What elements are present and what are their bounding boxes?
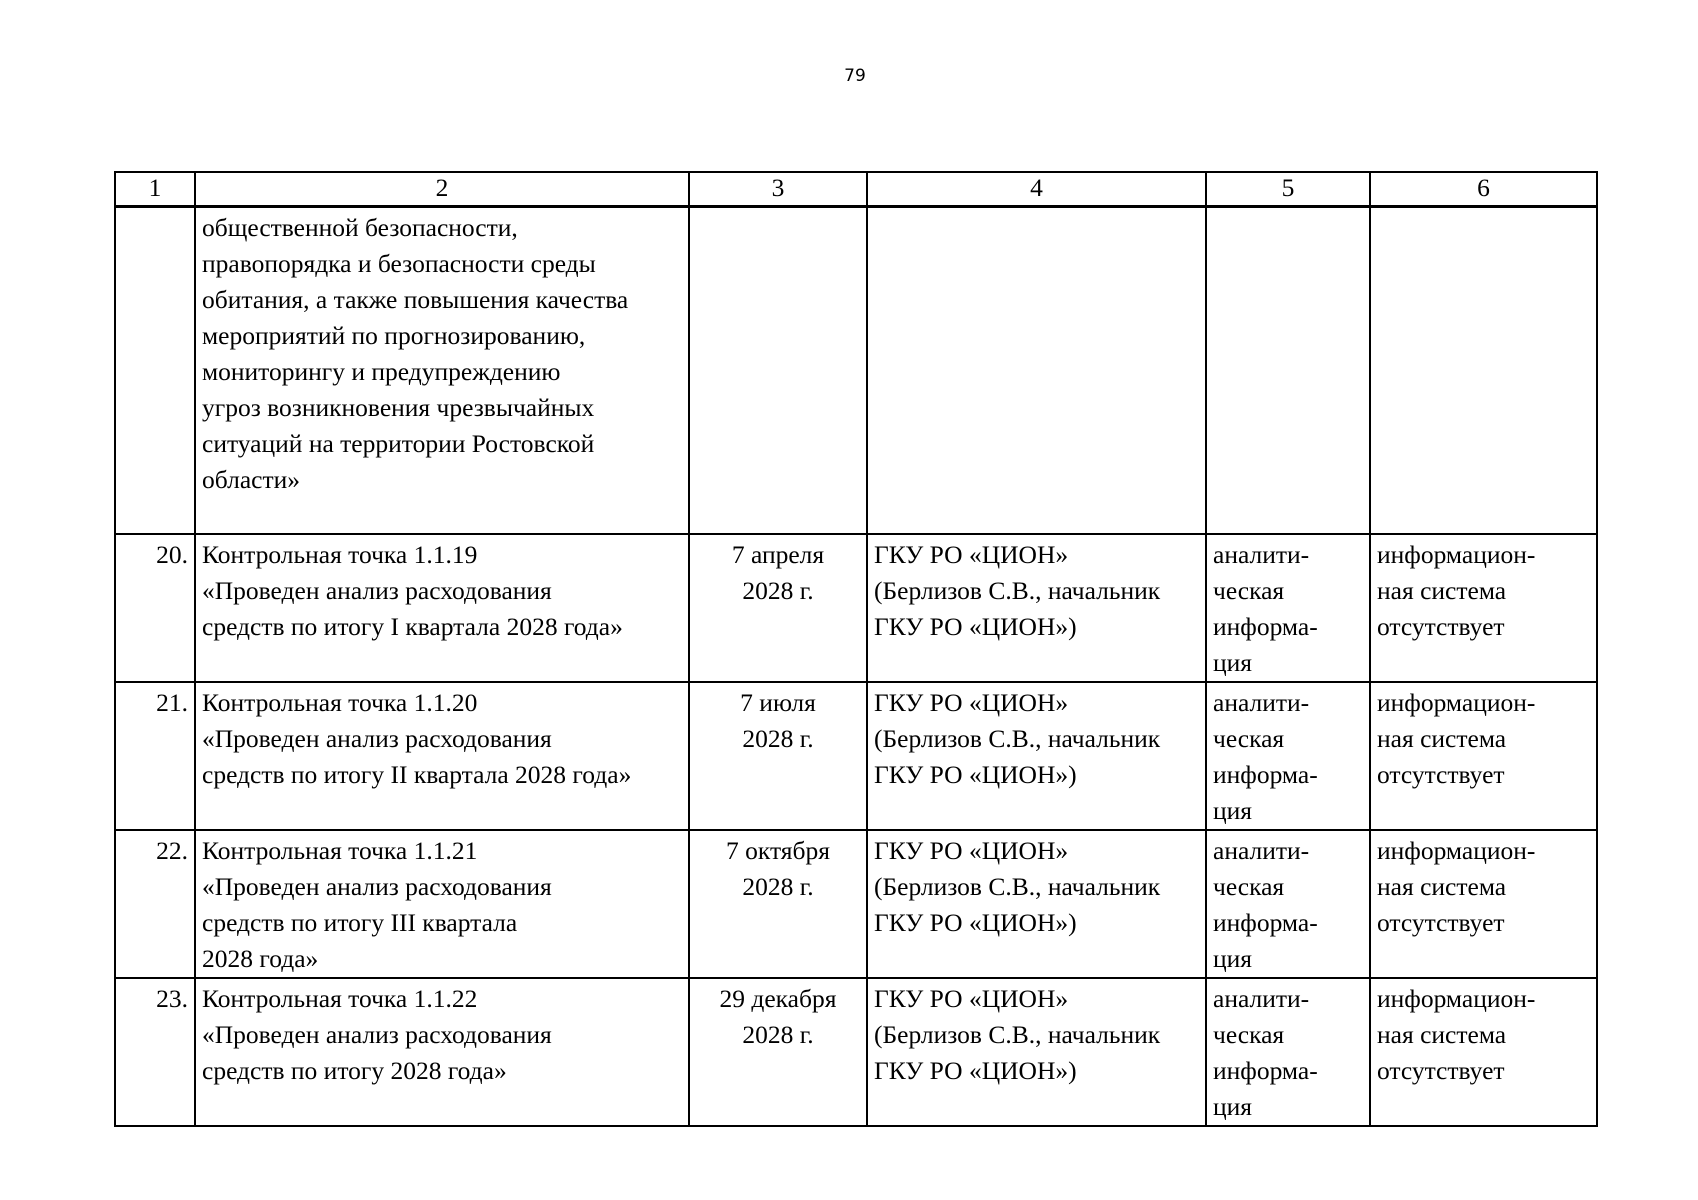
responsible-cell	[867, 207, 1206, 535]
responsible-cell: ГКУ РО «ЦИОН» (Берлизов С.В., начальник ГКУ РО «ЦИОН»)	[867, 978, 1206, 1126]
info-system-cell: информацион- ная система отсутствует	[1370, 682, 1597, 830]
event-name-cell: Контрольная точка 1.1.22 «Проведен анализ расходования средств по итогу 2028 года»	[195, 978, 689, 1126]
document-type-cell: аналити- ческая информа- ция	[1206, 978, 1370, 1126]
event-name-cell: Контрольная точка 1.1.20 «Проведен анализ расходования средств по итогу II квартала 2028 года»	[195, 682, 689, 830]
info-system-cell: информацион- ная система отсутствует	[1370, 978, 1597, 1126]
table-row	[115, 978, 1597, 1126]
table-row	[115, 534, 1597, 682]
date-cell: 7 апреля 2028 г.	[689, 534, 867, 682]
date-cell	[689, 207, 867, 535]
page-number: 79	[844, 66, 866, 86]
table-row-continuation	[115, 207, 1597, 535]
date-cell: 29 декабря 2028 г.	[689, 978, 867, 1126]
column-header: 3	[689, 172, 867, 207]
document-type-cell: аналити- ческая информа- ция	[1206, 534, 1370, 682]
event-name-cell: Контрольная точка 1.1.19 «Проведен анализ расходования средств по итогу I квартала 2028 года»	[195, 534, 689, 682]
info-system-cell	[1370, 207, 1597, 535]
date-cell: 7 октября 2028 г.	[689, 830, 867, 978]
row-number-cell: 22.	[115, 830, 195, 978]
info-system-cell: информацион- ная система отсутствует	[1370, 830, 1597, 978]
column-header: 1	[115, 172, 195, 207]
responsible-cell: ГКУ РО «ЦИОН» (Берлизов С.В., начальник ГКУ РО «ЦИОН»)	[867, 830, 1206, 978]
responsible-cell: ГКУ РО «ЦИОН» (Берлизов С.В., начальник ГКУ РО «ЦИОН»)	[867, 682, 1206, 830]
info-system-cell: информацион- ная система отсутствует	[1370, 534, 1597, 682]
document-type-cell: аналити- ческая информа- ция	[1206, 682, 1370, 830]
table-header-row	[115, 172, 1597, 207]
control-points-table	[114, 171, 1598, 1127]
column-header: 5	[1206, 172, 1370, 207]
column-header: 6	[1370, 172, 1597, 207]
column-header: 2	[195, 172, 689, 207]
row-number-cell: 23.	[115, 978, 195, 1126]
row-number-cell	[115, 207, 195, 535]
table-row	[115, 830, 1597, 978]
responsible-cell: ГКУ РО «ЦИОН» (Берлизов С.В., начальник ГКУ РО «ЦИОН»)	[867, 534, 1206, 682]
date-cell: 7 июля 2028 г.	[689, 682, 867, 830]
table-row	[115, 682, 1597, 830]
event-name-cell: Контрольная точка 1.1.21 «Проведен анализ расходования средств по итогу III квартала 2028 года»	[195, 830, 689, 978]
column-header: 4	[867, 172, 1206, 207]
document-type-cell: аналити- ческая информа- ция	[1206, 830, 1370, 978]
document-type-cell	[1206, 207, 1370, 535]
row-number-cell: 20.	[115, 534, 195, 682]
row-number-cell: 21.	[115, 682, 195, 830]
event-name-cell: общественной безопасности, правопорядка и безопасности среды обитания, а также повышения качества мероприятий по прогнозированию, мониторингу и предупреждению угроз возникновения чрезвычайных ситуаций на территории Ростовской области»	[195, 207, 689, 535]
